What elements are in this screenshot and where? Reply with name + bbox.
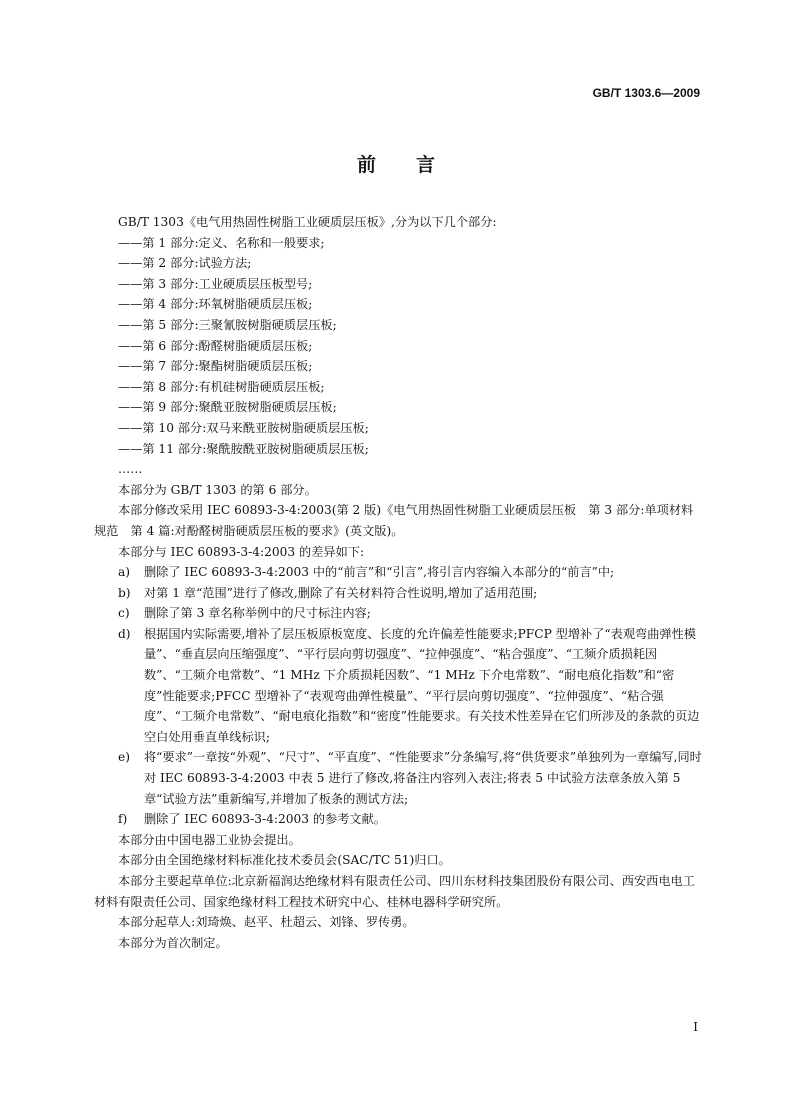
difference-item [94,562,704,583]
item-marker: b) [118,585,131,600]
part-statement: 本部分为 GB/T 1303 的第 6 部分。 [118,482,317,497]
intro-paragraph: GB/T 1303《电气用热固性树脂工业硬质层压板》,分为以下几个部分: [118,215,497,229]
difference-item [94,624,704,748]
part-item: ——第 4 部分:环氧树脂硬质层压板; [118,297,313,312]
part-ellipsis: …… [118,462,143,477]
part-item: ——第 6 部分:酚醛树脂硬质层压板; [118,338,313,353]
item-text: 将“要求”一章按“外观”、“尺寸”、“平直度”、“性能要求”分条编写,将“供货要求”单独列为一章编写,同时对 IEC 60893-3-4:2003 中表 5 进行了修改,将备注内容列入表注;将表 5 中试验方法章条放入第 5 章“试验方法”重新编写,并增加了板条的测试方法; [144,750,702,806]
item-text: 删除了第 3 章名称举例中的尺寸标注内容; [144,606,371,621]
part-item: ——第 10 部分:双马来酰亚胺树脂硬质层压板; [118,420,369,435]
managed-by: 本部分由全国绝缘材料标准化技术委员会(SAC/TC 51)归口。 [118,853,451,868]
page-number: I [693,1020,698,1034]
item-marker: c) [118,606,130,621]
foreword-body [94,212,704,953]
difference-item [94,583,704,604]
part-item: ——第 7 部分:聚酯树脂硬质层压板; [118,359,313,374]
part-item: ——第 3 部分:工业硬质层压板型号; [118,276,313,291]
item-text: 删除了 IEC 60893-3-4:2003 的参考文献。 [144,812,386,827]
standard-code: GB/T 1303.6—2009 [592,86,700,100]
drafting-units: 本部分主要起草单位:北京新福润达绝缘材料有限责任公司、四川东材科技集团股份有限公司、西安西电电工材料有限责任公司、国家绝缘材料工程技术研究中心、桂林电器科学研究所。 [94,874,695,909]
part-item: ——第 1 部分:定义、名称和一般要求; [118,235,325,250]
difference-item [94,603,704,624]
part-item: ——第 11 部分:聚酰胺酰亚胺树脂硬质层压板; [118,441,369,456]
differences-intro: 本部分与 IEC 60893-3-4:2003 的差异如下: [118,544,365,559]
part-item: ——第 9 部分:聚酰亚胺树脂硬质层压板; [118,400,337,415]
difference-item [94,809,704,830]
item-marker: e) [118,750,130,765]
part-item: ——第 2 部分:试验方法; [118,256,252,271]
item-text: 根据国内实际需要,增补了层压板原板宽度、长度的允许偏差性能要求;PFCP 型增补了“表观弯曲弹性模量”、“垂直层向压缩强度”、“平行层向剪切强度”、“拉伸强度”、“粘合强度”、“工频介质损耗因数”、“工频介电常数”、“1 MHz 下介质损耗因数”、“1 MHz 下介电常数”、“耐电痕化指数”和“密度”性能要求;PFCC 型增补了“表观弯曲弹性模量”、“平行层向剪切强度”、“拉伸强度”、“粘合强度”、“工频介电常数”、“耐电痕化指数”和“密度”性能要求。有关技术性差异在它们所涉及的条款的页边空白处用垂直单线标识; [144,626,700,744]
drafters: 本部分起草人:刘琦焕、赵平、杜超云、刘锋、罗传勇。 [118,915,415,930]
item-marker: a) [118,565,131,580]
part-item: ——第 5 部分:三聚氰胺树脂硬质层压板; [118,317,337,332]
page-title: 前言 [356,154,475,176]
item-text: 对第 1 章“范围”进行了修改,删除了有关材料符合性说明,增加了适用范围; [144,585,538,600]
proposed-by: 本部分由中国电器工业协会提出。 [118,832,301,847]
adoption-statement: 本部分修改采用 IEC 60893-3-4:2003(第 2 版)《电气用热固性树脂工业硬质层压板 第 3 部分:单项材料规范 第 4 篇:对酚醛树脂硬质层压板的要求》(英文版)。 [94,503,694,538]
part-item: ——第 8 部分:有机硅树脂硬质层压板; [118,379,325,394]
difference-item [94,747,704,809]
first-edition-note: 本部分为首次制定。 [118,935,228,950]
parts-list [94,233,704,480]
item-marker: d) [118,626,131,641]
item-marker: f) [118,812,128,827]
item-text: 删除了 IEC 60893-3-4:2003 中的“前言”和“引言”,将引言内容编入本部分的“前言”中; [144,565,615,580]
differences-list [94,562,704,830]
